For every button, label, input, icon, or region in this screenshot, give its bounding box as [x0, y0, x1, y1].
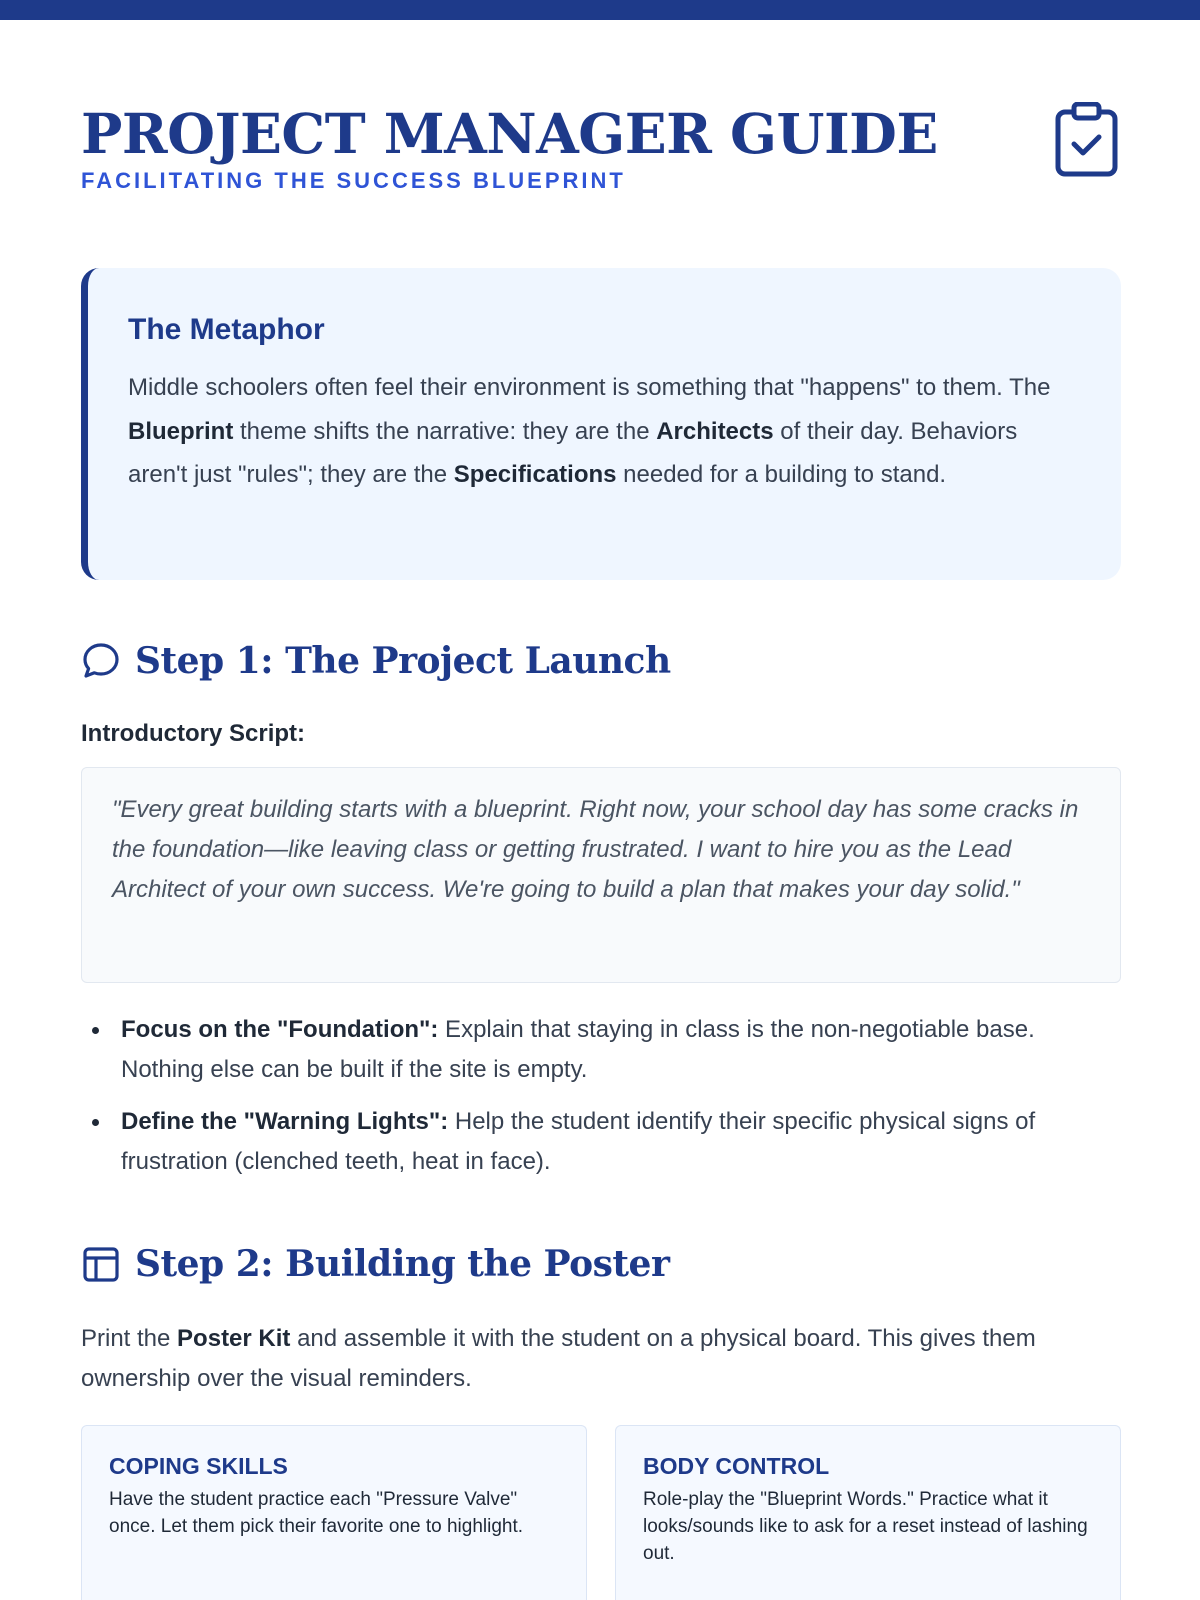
poster-kit-bold: Poster Kit [177, 1325, 291, 1352]
list-item [81, 1010, 1121, 1090]
top-accent-bar [0, 0, 1200, 20]
metaphor-bold-specifications: Specifications [453, 461, 617, 488]
coping-skills-card [81, 1425, 587, 1600]
step1-heading: Step 1: The Project Launch [135, 640, 671, 682]
bullet-text: Help the student identify their specific physical signs of frustration (clenched teeth, heat in face). [121, 1108, 1036, 1175]
metaphor-bold-blueprint: Blueprint [128, 417, 234, 445]
speech-bubble-icon [81, 641, 121, 681]
list-item [81, 1102, 1121, 1182]
metaphor-text: Middle schoolers often feel their environment is something that "happens" to them. The Blueprint theme shifts the narrative: they are the Architects of their day. Behaviors aren't just "rules"; they are the Specifications needed for a building to stand. [128, 374, 1051, 488]
script-label: Introductory Script: [81, 720, 306, 747]
page-header [81, 101, 1121, 204]
bullet-bold: Focus on the "Foundation": [121, 1016, 439, 1043]
metaphor-callout [81, 268, 1121, 580]
clipboard-check-icon [1055, 102, 1121, 178]
card-title: COPING SKILLS [109, 1453, 288, 1479]
script-text: "Every great building starts with a blueprint. Right now, your school day has some cracks in the foundation—like leaving class or getting frustrated. I want to hire you as the Lead Architect of your own success. We're going to build a plan that makes your day solid." [112, 796, 1079, 903]
page-title: PROJECT MANAGER GUIDE [81, 101, 938, 166]
card-text: Have the student practice each "Pressure Valve" once. Let them pick their favorite one to highlight. [109, 1489, 524, 1537]
bullet-dot [92, 1027, 99, 1034]
bullet-dot [92, 1119, 99, 1126]
card-title: BODY CONTROL [643, 1453, 830, 1479]
metaphor-bold-architects: Architects [656, 417, 774, 445]
step2-heading: Step 2: Building the Poster [135, 1243, 670, 1285]
bullet-text: Explain that staying in class is the non-negotiable base. Nothing else can be built if the site is empty. [121, 1016, 1035, 1083]
step1-heading-row [81, 637, 671, 685]
script-box [81, 767, 1121, 983]
metaphor-heading: The Metaphor [128, 313, 325, 346]
step1-bullet-list [81, 1010, 1121, 1194]
card-text: Role-play the "Blueprint Words." Practice what it looks/sounds like to ask for a reset instead of lashing out. [643, 1489, 1088, 1564]
step2-heading-row [81, 1240, 669, 1288]
page-subtitle: FACILITATING THE SUCCESS BLUEPRINT [81, 168, 626, 193]
bullet-bold: Define the "Warning Lights": [121, 1108, 449, 1135]
body-control-card [615, 1425, 1121, 1600]
layout-panel-icon [81, 1244, 121, 1284]
poster-intro: Print the Poster Kit and assemble it with the student on a physical board. This gives them ownership over the visual reminders. [81, 1325, 1036, 1392]
